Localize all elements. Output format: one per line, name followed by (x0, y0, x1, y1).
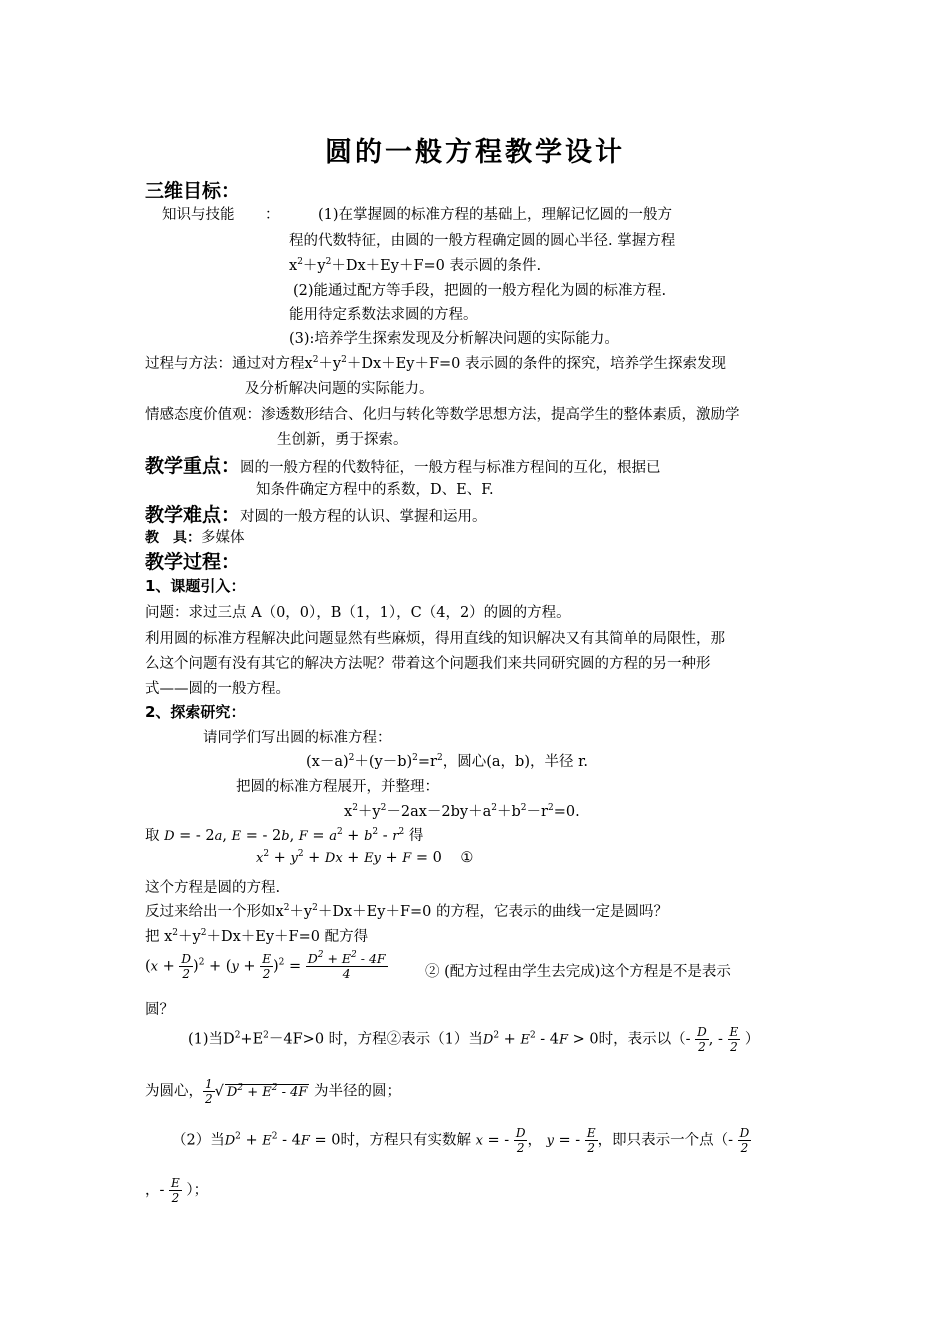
knowledge-line-1: (1)在掌握圆的标准方程的基础上，理解记忆圆的一般方 (318, 207, 673, 223)
case-2-line: （2）当$D^2 + E^2 - 4F = 0$时，方程只有实数解 x = - $\frac{D}{2}$ ， y = - $\frac{E}{2}$ ，即只表示一个点（- $\frac{D}{2}$ (172, 1126, 750, 1155)
key-point-line-1: 教学重点：圆的一般方程的代数特征，一般方程与标准方程间的互化，根据已 (145, 455, 661, 477)
standard-eq-line: $(x-a)^2+(y-b)^2=r^2$，圆心(a，b)，半径 r. (306, 753, 589, 770)
difficult-point-line: 教学难点：对圆的一般方程的认识、掌握和运用。 (145, 504, 487, 526)
completed-square-equation: (x + $\frac{D}{2}$ )$^2$ + (y + $\frac{E}{2}$ )$^2$ = $\frac{D^2 + E^2 - 4F}{4}$ (145, 950, 386, 981)
knowledge-line-4: (2)能通过配方等手段，把圆的一般方程化为圆的标准方程. (293, 283, 667, 299)
is-circle-statement: 这个方程是圆的方程. (145, 880, 281, 896)
emotion-line-1: 情感态度价值观：渗透数形结合、化归与转化等数学思想方法，提高学生的整体素质，激励学 (145, 407, 740, 423)
knowledge-line-5: 能用待定系数法求圆的方程。 (289, 307, 478, 323)
circled-2-text: ② (配方过程由学生去完成)这个方程是不是表示 (425, 964, 731, 980)
problem-statement: 问题：求过三点 A（0，0），B（1，1），C（4，2）的圆的方程。 (145, 605, 571, 621)
case-2-point-line: ，- $\frac{E}{2}$ ）； (145, 1176, 209, 1205)
substitution-line: 取 D = - 2a, E = - 2b, $F = a^2 + b^2 - r^2$ 得 (145, 827, 424, 844)
intro-line-1: 利用圆的标准方程解决此问题显然有些麻烦，得用直线的知识解决又有其简单的局限性，那 (145, 631, 725, 647)
key-point-label: 教学重点： (145, 455, 241, 477)
section-2-heading: 2、探索研究： (145, 703, 246, 721)
knowledge-line-3: $x^2+y^2+Dx+Ey+F=0$ 表示圆的条件. (289, 257, 542, 274)
emotion-line-2: 生创新，勇于探索。 (277, 432, 408, 448)
expanded-eq: $x^2+y^2-2ax-2by+a^2+b^2-r^2=0$. (344, 803, 580, 820)
process-method-line-2: 及分析解决问题的实际能力。 (245, 381, 434, 397)
case-1-radius-line: 为圆心， $\frac{1}{2}$ √ $D^2 + E^2 - 4F$ 为半径的圆； (145, 1077, 402, 1106)
process-heading: 教学过程： (145, 551, 241, 573)
complete-square-line: 把 $x^2+y^2+Dx+Ey+F=0$ 配方得 (145, 928, 369, 945)
knowledge-label: 知识与技能 (162, 207, 235, 223)
case-1-line: (1)当$D^2+E^2-4F>0$ 时，方程②表示（1）当$D^2 + E^2 - 4F > 0$时，表示以（- $\frac{D}{2}$ , - $\frac{E}{2}$ ） (188, 1025, 760, 1054)
reverse-question: 反过来给出一个形如$x^2+y^2+Dx+Ey+F=0$ 的方程，它表示的曲线一定是圆吗？ (145, 903, 668, 920)
section-1-heading: 1、课题引入： (145, 577, 246, 595)
tools-line: 教 具：多媒体 (145, 530, 245, 546)
intro-line-3: 式——圆的一般方程。 (145, 681, 290, 697)
knowledge-line-2: 程的代数特征，由圆的一般方程确定圆的圆心半径. 掌握方程 (289, 233, 676, 249)
expand-prompt: 把圆的标准方程展开，并整理： (236, 779, 439, 795)
intro-line-2: 么这个问题有没有其它的解决方法呢？带着这个问题我们来共同研究圆的方程的另一种形 (145, 656, 711, 672)
process-method-line-1: 过程与方法：通过对方程$x^2+y^2+Dx+Ey+F=0$ 表示圆的条件的探究，培养学生探索发现 (145, 355, 726, 372)
general-equation-1: $x^2 + y^2 + Dx + Ey + F = 0$ ① (256, 849, 474, 866)
difficult-point-label: 教学难点： (145, 504, 241, 526)
circle-question: 圆？ (145, 1002, 174, 1018)
knowledge-colon: ： (265, 207, 280, 223)
goals-heading: 三维目标： (145, 180, 241, 202)
page-title: 圆的一般方程教学设计 (325, 137, 625, 168)
standard-eq-prompt: 请同学们写出圆的标准方程： (203, 730, 392, 746)
key-point-line-2: 知条件确定方程中的系数，D、E、F. (256, 482, 494, 498)
knowledge-line-6: (3):培养学生探索发现及分析解决问题的实际能力。 (289, 331, 619, 347)
